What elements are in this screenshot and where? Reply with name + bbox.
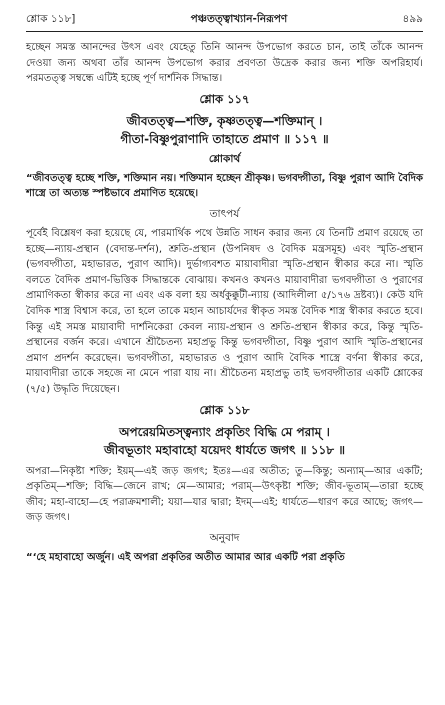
header-verse-ref: শ্লোক ১১৮] bbox=[26, 13, 76, 25]
verse-117-line-2: গীতা-বিষ্ণুপুরাণাদি তাহাতে প্রমাণ ॥ ১১৭ ॥ bbox=[120, 131, 329, 146]
verse-117-translation: “জীবতত্ত্ব হচ্ছে শক্তি, শক্তিমান নয়। শক্তিমান হচ্ছেন শ্রীকৃষ্ণ। ভগবদ্গীতা, বিষ্ণু পুরাণ আদি বৈদিক শাস্ত্রে তা অত্যন্ত স্পষ্টভাবে প্রমাণিত হয়েছে। bbox=[26, 172, 423, 200]
verse-117-purport-heading: তাৎপর্য bbox=[209, 207, 240, 220]
verse-118-translation-heading: অনুবাদ bbox=[209, 531, 240, 544]
page-header bbox=[26, 12, 423, 30]
header-chapter-title: পঞ্চতত্ত্বাখ্যান-নিরূপণ bbox=[190, 13, 288, 25]
verse-117-purport: পূর্বেই বিশ্লেষণ করা হয়েছে যে, পারমার্থিক পথে উন্নতি সাধন করার জন্য যে তিনটি প্রমাণ রয়েছে তা হচ্ছে—ন্যায়-প্রস্থান (বেদান্ত-দর্শন), শ্রুতি-প্রস্থান (উপনিষদ ও বৈদিক মন্ত্রসমূহ) এবং স্মৃতি-প্রস্থান (ভগবদ্গীতা, মহাভারত, পুরাণ আদি)। দুর্ভাগ্যবশত মায়াবাদীরা স্মৃতি-প্রস্থান স্বীকার করে না। স্মৃতি বলতে বৈদিক প্রমাণ-ভিত্তিক সিদ্ধান্তকে বোঝায়। কখনও কখনও মায়াবাদীরা ভগবদ্গীতা ও পুরাণের প্রামাণিকতা স্বীকার করে না এবং এক বলা হয় অর্ধকুক্কুটী-ন্যায় (আদিলীলা ৫/১৭৬ দ্রষ্টব্য)। কেউ যদি বৈদিক শাস্ত্র বিশ্বাস করে, তা হলে তাকে মহান আচার্যদের স্বীকৃত সমস্ত বৈদিক শাস্ত্র স্বীকার করতে হবে। কিন্তু এই সমস্ত মায়াবাদী দার্শনিকেরা কেবল ন্যায়-প্রস্থান ও শ্রুতি-প্রস্থান স্বীকার করে, কিন্তু স্মৃতি-প্রস্থানের বর্জন করে। এখানে শ্রীচৈতন্য মহাপ্রভু কিন্তু ভগবদ্গীতা, বিষ্ণু পুরাণ আদি স্মৃতি-প্রস্থানের প্রমাণ প্রদর্শন করেছেন। ভগবদ্গীতা, মহাভারত ও পুরাণ আদি বৈদিক শাস্ত্রে বর্ণনা স্বীকার করে, মায়াবাদীরা তাকে সহজে না মেনে পারা যায় না। শ্রীচৈতন্য মহাপ্রভু তাই ভগবদ্গীতার একটি শ্লোকের (৭/৫) উদ্ধৃতি দিয়েছেন। bbox=[26, 227, 423, 395]
verse-118-line-2: জীবভূতাং মহাবাহো যয়েদং ধার্যতে জগৎ ॥ ১১৮ ॥ bbox=[103, 442, 346, 457]
verse-118-translation: “‘হে মহাবাহো অর্জুন। এই অপরা প্রকৃতির অতীত আমার আর একটি পরা প্রকৃতি bbox=[26, 551, 345, 563]
verse-118-synonyms: অপরা—নিকৃষ্টা শক্তি; ইয়ম্—এই জড় জগৎ; ইতঃ—এর অতীত; তু—কিন্তু; অন্যাম্—আর একটি; প্রকৃতিম্—শক্তি; বিদ্ধি—জেনে রাখ; মে—আমার; পরাম্—উৎকৃষ্টা শক্তি; জীব-ভূতাম্—তারা হচ্ছে জীব; মহা-বাহো—হে পরাক্রমশালী; যয়া—যার দ্বারা; ইদম্—এই; ধার্যতে—ধারণ করে আছে; জগৎ—জড় জগৎ। bbox=[26, 465, 423, 524]
verse-118-heading: শ্লোক ১১৮ bbox=[199, 402, 250, 417]
verse-117-heading: শ্লোক ১১৭ bbox=[199, 91, 250, 106]
verse-118-line-1: অপরেয়মিতস্ত্বন্যাং প্রকৃতিং বিদ্ধি মে পরাম্ । bbox=[119, 424, 330, 439]
header-page-number: ৪৯৯ bbox=[402, 13, 423, 25]
page-body bbox=[26, 40, 423, 565]
intro-paragraph: হচ্ছেন সমস্ত আনন্দের উৎস এবং যেহেতু তিনি আনন্দ উপভোগ করতে চান, তাই তাঁকে আনন্দ দেওয়া জন্য অথবা তাঁর আনন্দ উপভোগ করার প্রবণতা উদ্রেক করার জন্য শক্তি অপরিহার্য। পরমতত্ত্ব সম্বন্ধে এটিই হচ্ছে পূর্ণ দার্শনিক সিদ্ধান্ত। bbox=[26, 42, 423, 85]
verse-117-translation-heading: শ্লোকার্থ bbox=[208, 152, 241, 165]
verse-117-line-1: জীবতত্ত্ব—শক্তি, কৃষ্ণতত্ত্ব—শক্তিমান্ । bbox=[126, 113, 323, 128]
header-rule bbox=[26, 31, 423, 32]
